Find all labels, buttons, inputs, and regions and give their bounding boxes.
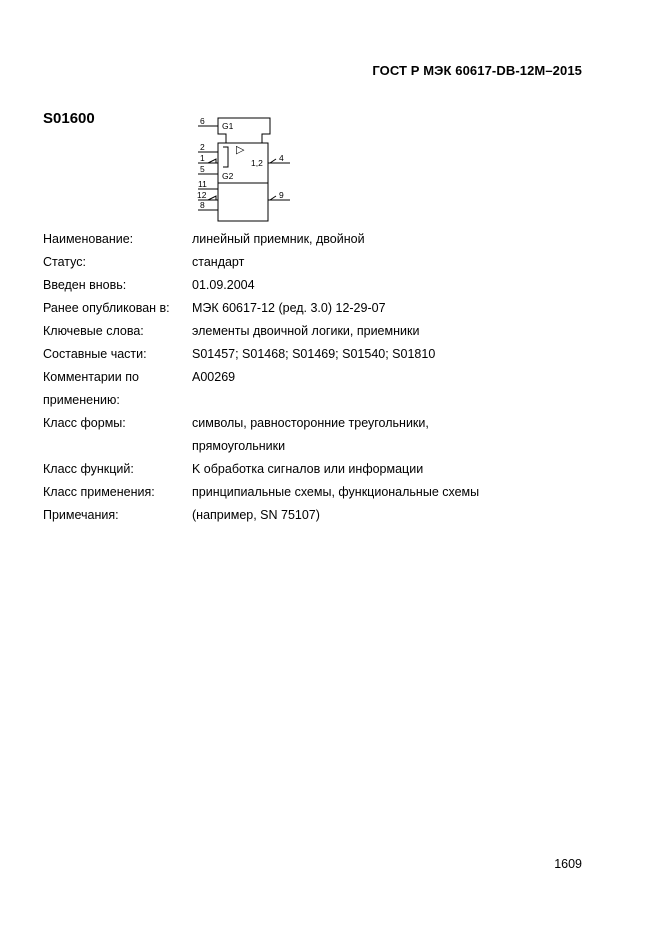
negation-indicator-12 [208, 196, 216, 200]
attribute-value: принципиальные схемы, функциональные схемы [192, 484, 480, 499]
attribute-key [43, 434, 192, 457]
attribute-table [43, 227, 583, 526]
pin-label-6: 6 [200, 116, 205, 126]
attribute-key: Класс функций: [43, 461, 134, 476]
attribute-key: Примечания: [43, 507, 119, 522]
attribute-value: МЭК 60617-12 (ред. 3.0) 12-29-07 [192, 300, 386, 315]
attribute-value: 01.09.2004 [192, 277, 255, 292]
output-indicator-4 [270, 159, 276, 163]
attribute-value: (например, SN 75107) [192, 507, 320, 522]
attribute-value: символы, равносторонние треугольники, [192, 415, 429, 430]
attribute-value: элементы двоичной логики, приемники [192, 323, 420, 338]
attribute-row [43, 388, 583, 411]
attribute-row [43, 319, 583, 342]
attribute-value: A00269 [192, 369, 236, 384]
page-number: 1609 [554, 857, 582, 871]
pin-label-8: 8 [200, 200, 205, 210]
attribute-row [43, 250, 583, 273]
attribute-key: Ключевые слова: [43, 323, 144, 338]
symbol-id: S01600 [43, 110, 95, 127]
lower-element-box [218, 183, 268, 221]
output-indicator-9 [270, 196, 276, 200]
attribute-key: Введен вновь: [43, 277, 127, 292]
attribute-row [43, 227, 583, 250]
attribute-row [43, 411, 583, 434]
attribute-row [43, 480, 583, 503]
pin-label-11: 11 [198, 179, 207, 189]
input-bracket [223, 147, 228, 167]
attribute-row [43, 365, 583, 388]
document-header: ГОСТ Р МЭК 60617-DB-12M–2015 [372, 63, 582, 78]
attribute-key: Наименование: [43, 231, 134, 246]
attribute-row [43, 296, 583, 319]
negation-indicator-1 [208, 159, 216, 163]
pin-label-12: 12 [197, 190, 207, 200]
attribute-value [192, 388, 583, 411]
attribute-key: Класс применения: [43, 484, 155, 499]
attribute-value: прямоугольники [192, 438, 286, 453]
g2-label: G2 [222, 171, 234, 181]
attribute-key: Комментарии по [43, 369, 139, 384]
pin-label-2: 2 [200, 142, 205, 152]
attribute-key: применению: [43, 392, 120, 407]
attribute-value: K обработка сигналов или информации [192, 461, 424, 476]
logic-symbol-diagram [190, 112, 300, 224]
attribute-row [43, 434, 583, 457]
attribute-value: стандарт [192, 254, 245, 269]
triangle-amplifier-label: ▷ [236, 144, 245, 156]
pin-label-4: 4 [279, 153, 284, 163]
pin-label-1: 1 [200, 153, 205, 163]
output-dependency-label: 1,2 [251, 158, 263, 168]
attribute-row [43, 273, 583, 296]
attribute-key: Статус: [43, 254, 86, 269]
attribute-row [43, 457, 583, 480]
attribute-key: Класс формы: [43, 415, 126, 430]
attribute-key: Ранее опубликован в: [43, 300, 170, 315]
pin-label-9: 9 [279, 190, 284, 200]
g1-label: G1 [222, 121, 234, 131]
pin-label-5: 5 [200, 164, 205, 174]
attribute-value: S01457; S01468; S01469; S01540; S01810 [192, 346, 436, 361]
attribute-row [43, 503, 583, 526]
attribute-value: линейный приемник, двойной [192, 231, 365, 246]
attribute-row [43, 342, 583, 365]
attribute-key: Составные части: [43, 346, 147, 361]
